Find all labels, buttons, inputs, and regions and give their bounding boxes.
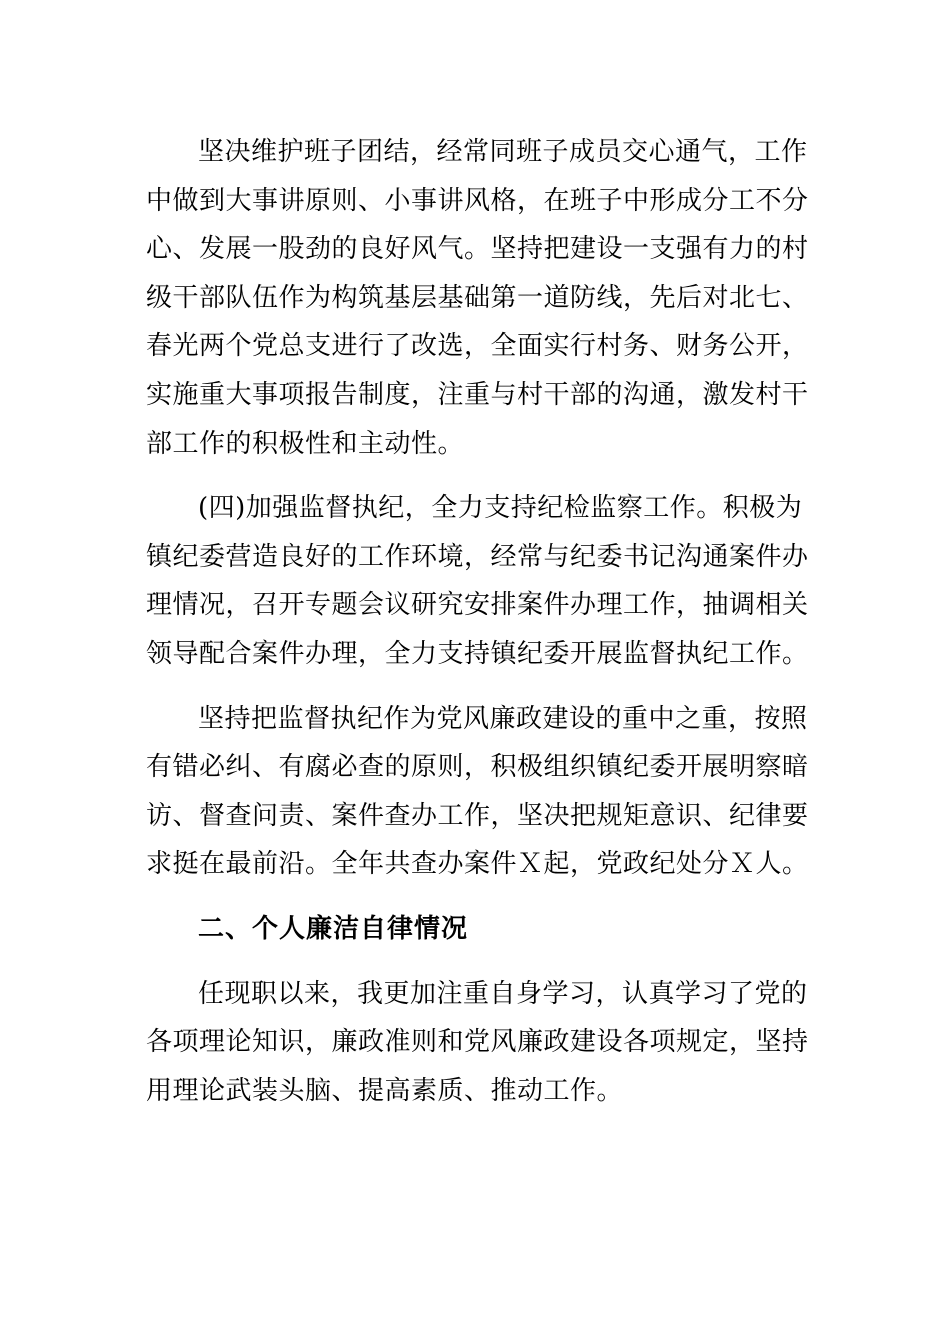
text-line: 有错必纠、有腐必查的原则，积极组织镇纪委开展明察暗 xyxy=(146,752,809,783)
paragraph-case-handling xyxy=(146,695,809,889)
text-line: 用理论武装头脑、提高素质、推动工作。 xyxy=(146,1075,624,1106)
text-line: 级干部队伍作为构筑基层基础第一道防线，先后对北七、 xyxy=(146,282,809,313)
text-line: 镇纪委营造良好的工作环境，经常与纪委书记沟通案件办 xyxy=(146,541,809,572)
text-line: 春光两个党总支进行了改选，全面实行村务、财务公开， xyxy=(146,331,809,362)
paragraph-self-discipline xyxy=(146,970,809,1116)
paragraph-village-cadres xyxy=(146,128,809,468)
text-line: 领导配合案件办理，全力支持镇纪委开展监督执纪工作。 xyxy=(146,638,809,669)
text-line: 理情况，召开专题会议研究安排案件办理工作，抽调相关 xyxy=(146,590,809,621)
text-line: 各项理论知识，廉政准则和党风廉政建设各项规定，坚持 xyxy=(146,1027,809,1058)
text-line: 坚持把监督执纪作为党风廉政建设的重中之重，按照 xyxy=(198,703,808,734)
text-line: (四)加强监督执纪，全力支持纪检监察工作。积极为 xyxy=(198,493,803,524)
text-line: 任现职以来，我更加注重自身学习，认真学习了党的 xyxy=(198,978,808,1009)
text-line: 中做到大事讲原则、小事讲风格，在班子中形成分工不分 xyxy=(146,185,809,216)
paragraph-supervision-discipline xyxy=(146,484,809,678)
text-line: 坚决维护班子团结，经常同班子成员交心通气，工作 xyxy=(198,137,808,167)
text-line: 实施重大事项报告制度，注重与村干部的沟通，激发村干 xyxy=(146,379,809,410)
text-line: 部工作的积极性和主动性。 xyxy=(146,428,465,459)
heading-text: 二、个人廉洁自律情况 xyxy=(198,913,469,944)
text-line: 求挺在最前沿。全年共查办案件Ｘ起，党政纪处分Ｘ人。 xyxy=(146,849,809,880)
text-line: 访、督查问责、案件查办工作，坚决把规矩意识、纪律要 xyxy=(146,800,809,831)
document-body xyxy=(146,128,809,1131)
text-line: 心、发展一股劲的良好风气。坚持把建设一支强有力的村 xyxy=(146,234,809,265)
section-heading xyxy=(146,905,786,954)
